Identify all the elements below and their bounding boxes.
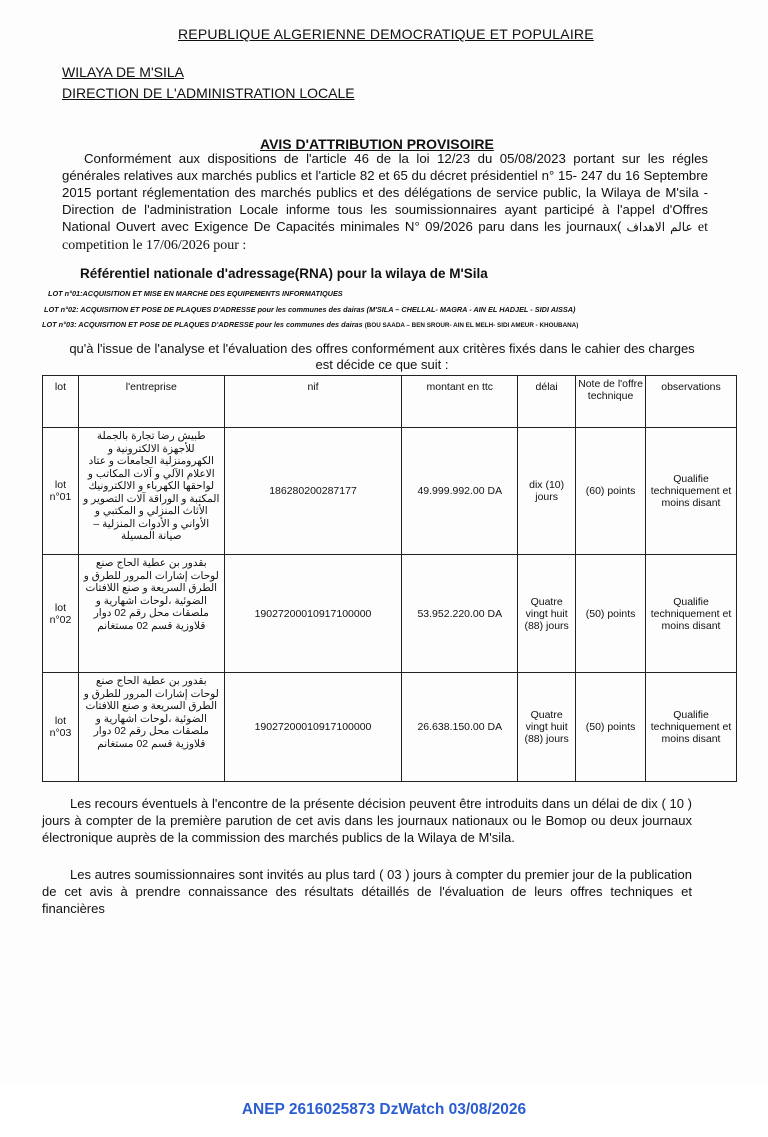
autres-paragraph: Les autres soumissionnaires sont invités au plus tard ( 03 ) jours à compter du premier jour de la publication de cet avis à prendre connaissance des résultats détaillés de l'évaluation de leurs offres techniques et financières bbox=[42, 867, 692, 916]
cell-lot: lot n°03 bbox=[43, 673, 79, 782]
cell-entreprise: بقدور بن عطية الحاج صنع لوحات إشارات المرور للطرق و الطرق السريعة و صنع اللافتات الضوئية ،لوحات اشهارية و ملصقات محل رقم 02 دوار قلاوزية قسم 02 مستغانم bbox=[78, 673, 224, 782]
notice-title: AVIS D'ATTRIBUTION PROVISOIRE bbox=[260, 136, 494, 152]
cell-observations: Qualifie techniquement et moins disant bbox=[646, 673, 737, 782]
recours-paragraph: Les recours éventuels à l'encontre de la présente décision peuvent être introduits dans un délai de dix ( 10 ) jours à compter de la première parution de cet avis dans les journaux nationaux ou le Bomop ou deux journaux électronique auprès de la commission des marchés publics de la Wilaya de M'sila. bbox=[42, 796, 692, 845]
cell-nif: 19027200010917100000 bbox=[224, 555, 402, 673]
lot-1-description bbox=[48, 289, 343, 298]
cell-lot: lot n°01 bbox=[43, 428, 79, 555]
col-header-nif: nif bbox=[224, 376, 402, 428]
results-table bbox=[42, 375, 737, 782]
footer-reference: ANEP 2616025873 DzWatch 03/08/2026 bbox=[241, 1101, 527, 1118]
table-header-row bbox=[43, 376, 737, 428]
lot-2-description bbox=[44, 305, 575, 314]
intro-paragraph bbox=[62, 150, 708, 254]
table-row bbox=[43, 673, 737, 782]
direction-header: DIRECTION DE L'ADMINISTRATION LOCALE bbox=[62, 85, 355, 101]
table-row bbox=[43, 428, 737, 555]
table-row bbox=[43, 555, 737, 673]
cell-note: (50) points bbox=[576, 555, 646, 673]
cell-delai: dix (10) jours bbox=[518, 428, 576, 555]
wilaya-header: WILAYA DE M'SILA bbox=[62, 64, 184, 80]
cell-montant: 26.638.150.00 DA bbox=[402, 673, 518, 782]
lot-3-communes: (BOU SAADA – BEN SROUR- AIN EL MELH- SIDI AMEUR - KHOUBANA) bbox=[364, 322, 579, 329]
cell-nif: 186280200287177 bbox=[224, 428, 402, 555]
col-header-lot: lot bbox=[43, 376, 79, 428]
lot-3-main: LOT n°03: ACQUISITION ET POSE DE PLAQUES D'ADRESSE pour les communes des dairas bbox=[42, 320, 365, 329]
col-header-observations: observations bbox=[646, 376, 737, 428]
issue-statement: qu'à l'issue de l'analyse et l'évaluation des offres conformément aux critères fixés dans le cahier des charges est décide ce que suit : bbox=[69, 341, 695, 372]
cell-lot: lot n°02 bbox=[43, 555, 79, 673]
col-header-montant: montant en ttc bbox=[402, 376, 518, 428]
republic-header: REPUBLIQUE ALGERIENNE DEMOCRATIQUE ET POPULAIRE bbox=[178, 26, 594, 42]
intro-end-text: et competition le 17/06/2026 pour : bbox=[62, 220, 708, 253]
cell-entreprise: طبيش رضا تجارة بالجملة للأجهزة الالكترونية و الكهرومنزلية الجامعات و عتاد الاعلام الآلي و آلات المكاتب و لواحقها الكهرباء و الالكترونيك المكتبة و الوراقة آلات التصوير و الأثاث المنزلي و المكتبي و الأواني و الأدوات المنزلية – صيانة المسيلة bbox=[78, 428, 224, 555]
intro-arabic-text: عالم الاهداف bbox=[621, 220, 693, 234]
cell-montant: 53.952.220.00 DA bbox=[402, 555, 518, 673]
referentiel-heading: Référentiel nationale d'adressage(RNA) pour la wilaya de M'Sila bbox=[80, 266, 488, 281]
col-header-entreprise: l'entreprise bbox=[78, 376, 224, 428]
cell-note: (60) points bbox=[576, 428, 646, 555]
lot-3-description bbox=[42, 320, 578, 329]
cell-note: (50) points bbox=[576, 673, 646, 782]
cell-delai: Quatre vingt huit (88) jours bbox=[518, 673, 576, 782]
col-header-delai: délai bbox=[518, 376, 576, 428]
cell-entreprise: بقدور بن عطية الحاج صنع لوحات إشارات المرور للطرق و الطرق السريعة و صنع اللافتات الضوئية ،لوحات اشهارية و ملصقات محل رقم 02 دوار قلاوزية قسم 02 مستغانم bbox=[78, 555, 224, 673]
intro-main-text: Conformément aux dispositions de l'article 46 de la loi 12/23 du 05/08/2023 portant sur les régles générales relatives aux marchés publics et l'article 82 et 65 du décret présidentiel n° 15- 247 du 16 Septembre 2015 portant réglementation des marchés publics et des délégations de service public, la Wilaya de M'sila - Direction de l'administration Locale informe tous les soumissionnaires ayant participé à l'appel d'Offres National Ouvert avec Exigence De Capacités minimales N° 09/2026 paru dans les journaux( bbox=[62, 151, 708, 234]
cell-observations: Qualifie techniquement et moins disant bbox=[646, 555, 737, 673]
cell-delai: Quatre vingt huit (88) jours bbox=[518, 555, 576, 673]
cell-nif: 19027200010917100000 bbox=[224, 673, 402, 782]
lot-1-main: LOT n°01:ACQUISITION ET MISE EN MARCHE DES EQUIPEMENTS INFORMATIQUES bbox=[48, 289, 343, 298]
lot-2-main: LOT n°02: ACQUISITION ET POSE DE PLAQUES D'ADRESSE pour les communes des dairas (M'SILA – CHELLAL- MAGRA - AIN EL HADJEL - SIDI AISSA) bbox=[44, 305, 576, 314]
cell-observations: Qualifie techniquement et moins disant bbox=[646, 428, 737, 555]
col-header-note: Note de l'offre technique bbox=[576, 376, 646, 428]
cell-montant: 49.999.992.00 DA bbox=[402, 428, 518, 555]
